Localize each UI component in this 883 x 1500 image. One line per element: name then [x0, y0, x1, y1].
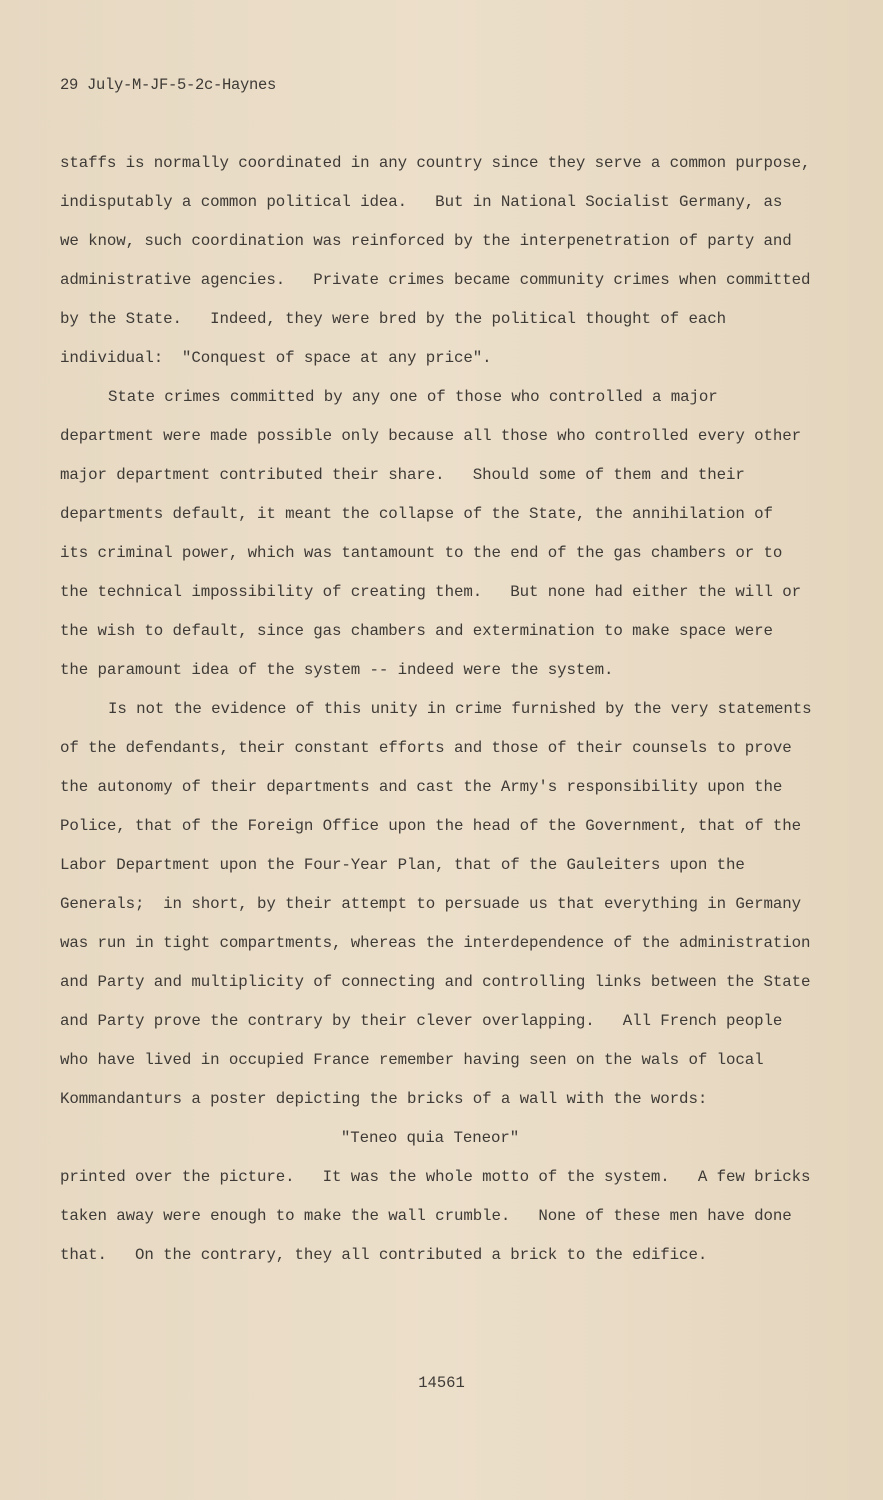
document-body [60, 150, 860, 1281]
text-line: and Party prove the contrary by their clever overlapping. All French people [60, 1012, 783, 1030]
text-line: and Party and multiplicity of connecting and controlling links between the State [60, 973, 811, 991]
text-line: departments default, it meant the collapse of the State, the annihilation of [60, 505, 773, 523]
text-line: administrative agencies. Private crimes became community crimes when committed [60, 271, 811, 289]
text-line: by the State. Indeed, they were bred by the political thought of each [60, 310, 726, 328]
text-line: Generals; in short, by their attempt to persuade us that everything in Germany [60, 895, 801, 913]
text-line: that. On the contrary, they all contributed a brick to the edifice. [60, 1246, 708, 1264]
text-line: the paramount idea of the system -- indeed were the system. [60, 661, 614, 679]
text-line: was run in tight compartments, whereas the interdependence of the administration [60, 934, 811, 952]
page-number: 14561 [418, 1374, 465, 1392]
text-line: Labor Department upon the Four-Year Plan, that of the Gauleiters upon the [60, 856, 745, 874]
text-line: Kommandanturs a poster depicting the bricks of a wall with the words: [60, 1090, 708, 1108]
paragraph-start-line: Is not the evidence of this unity in crime furnished by the very statements [108, 700, 812, 718]
text-line: we know, such coordination was reinforced by the interpenetration of party and [60, 232, 792, 250]
text-line: the technical impossibility of creating them. But none had either the will or [60, 583, 801, 601]
text-line: printed over the picture. It was the whole motto of the system. A few bricks [60, 1168, 811, 1186]
document-header: 29 July-M-JF-5-2c-Haynes [60, 76, 277, 94]
text-line: Police, that of the Foreign Office upon the head of the Government, that of the [60, 817, 801, 835]
text-line: the wish to default, since gas chambers and extermination to make space were [60, 622, 773, 640]
text-line: taken away were enough to make the wall crumble. None of these men have done [60, 1207, 792, 1225]
text-line: staffs is normally coordinated in any country since they serve a common purpose, [60, 154, 811, 172]
paragraph-start-line: State crimes committed by any one of those who controlled a major [108, 388, 718, 406]
text-line: indisputably a common political idea. But in National Socialist Germany, as [60, 193, 783, 211]
text-line: individual: "Conquest of space at any price". [60, 349, 492, 367]
text-line: of the defendants, their constant efforts and those of their counsels to prove [60, 739, 792, 757]
text-line: its criminal power, which was tantamount to the end of the gas chambers or to [60, 544, 783, 562]
text-line: the autonomy of their departments and cast the Army's responsibility upon the [60, 778, 783, 796]
text-line: major department contributed their share. Should some of them and their [60, 466, 745, 484]
quoted-motto: "Teneo quia Teneor" [340, 1129, 520, 1147]
text-line: department were made possible only because all those who controlled every other [60, 427, 801, 445]
text-line: who have lived in occupied France remember having seen on the wals of local [60, 1051, 764, 1069]
